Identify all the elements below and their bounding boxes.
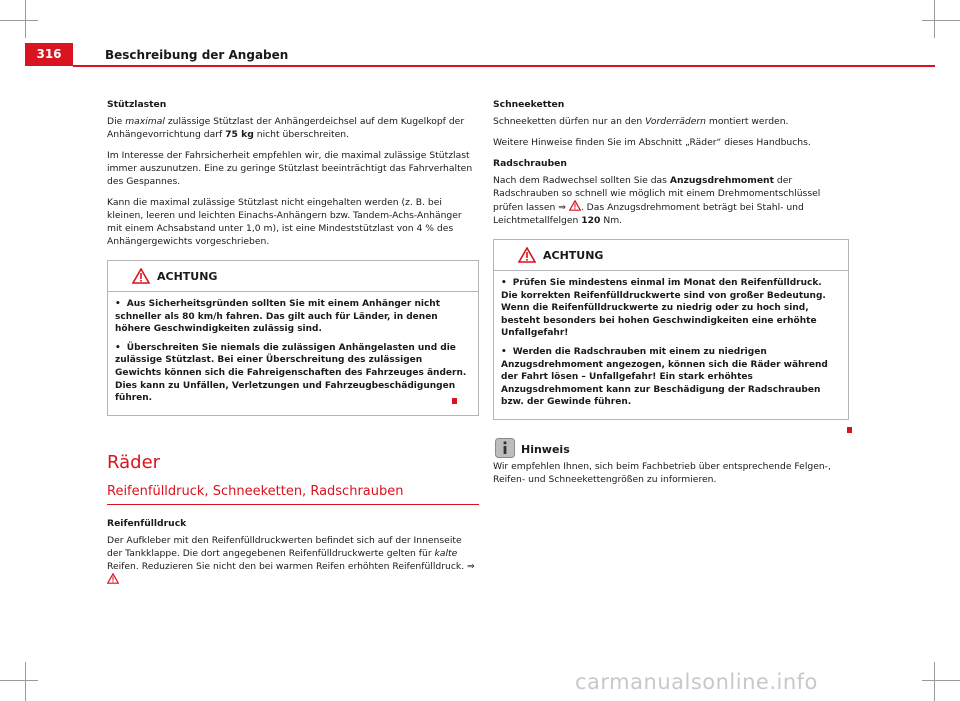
crop-mark bbox=[934, 0, 935, 38]
list-item: • Aus Sicherheitsgründen sollten Sie mit einem Anhänger nicht schneller als 80 km/h fahren. Das gilt auch für Länder, in denen höhere Geschwindigkeiten zulässig sind. bbox=[115, 299, 441, 335]
subsection-title: Reifenfülldruck, Schneeketten, Radschrauben bbox=[107, 485, 479, 505]
crop-mark bbox=[922, 20, 960, 21]
left-column bbox=[107, 98, 479, 595]
heading-schneeketten: Schneeketten bbox=[493, 99, 565, 110]
hint-text: Wir empfehlen Ihnen, sich beim Fachbetrieb über entsprechende Felgen-, Reifen- und Schneekettengrößen zu informieren. bbox=[493, 460, 831, 485]
crop-mark bbox=[25, 662, 26, 701]
list-item: • Werden die Radschrauben mit einem zu niedrigen Anzugsdrehmoment angezogen, können sich die Räder während der Fahrt lösen – Unfallgefahr! Ein stark erhöhtes Anzugsdrehmoment kann zur Beschädigung der Radschrauben bzw. der Gewinde führen. bbox=[501, 346, 828, 408]
section-title: Räder bbox=[107, 451, 161, 473]
watermark: carmanualsonline.info bbox=[575, 670, 818, 694]
crop-mark bbox=[0, 680, 38, 681]
warning-body bbox=[108, 292, 478, 415]
hint-header bbox=[493, 438, 849, 460]
list-item: • Überschreiten Sie niemals die zulässigen Anhängelasten und die zulässige Stützlast. Bei einer Überschreitung des zulässigen Gewichts können sich die Fahreigenschaften des Fahrzeuges ändern. Dies kann zu Unfällen, Verletzungen und Fahrzeugbeschädigungen führen. bbox=[115, 342, 467, 404]
paragraph: Der Aufkleber mit den Reifenfülldruckwerten befindet sich auf der Innenseite der Tankklappe. Die dort angegebenen Reifenfülldruckwerte gelten für kalte Reifen. Reduzieren Sie nicht den bei warmen Reifen erhöhten Reifenfülldruck. ⇒ bbox=[107, 534, 479, 587]
crop-mark bbox=[934, 662, 935, 701]
heading-radschrauben: Radschrauben bbox=[493, 158, 567, 169]
hint-title: Hinweis bbox=[521, 442, 570, 456]
page-number: 316 bbox=[25, 43, 73, 66]
warning-triangle-icon bbox=[107, 573, 119, 584]
heading-reifenfuelldruck: Reifenfülldruck bbox=[107, 517, 187, 529]
warning-title: ACHTUNG bbox=[157, 270, 218, 283]
section-end-mark bbox=[452, 398, 457, 404]
section-end-mark bbox=[847, 427, 852, 433]
paragraph: Schneeketten dürfen nur an den Vorderrädern montiert werden. bbox=[493, 116, 789, 127]
right-column bbox=[493, 98, 849, 494]
warning-box bbox=[107, 260, 479, 416]
crop-mark bbox=[25, 0, 26, 38]
hint-icon bbox=[495, 438, 515, 458]
paragraph: Kann die maximal zulässige Stützlast nicht eingehalten werden (z. B. bei kleinen, leeren und leichten Einachs-Anhängern bzw. Tandem-Achs-Anhänger mit einem Achsabstand unter 1,0 m), ist eine Mindeststützlast von 4 % des Anhängergewichts vorgeschrieben. bbox=[107, 197, 462, 247]
warning-title: ACHTUNG bbox=[543, 249, 604, 262]
warning-box bbox=[493, 239, 849, 420]
warning-triangle-icon bbox=[132, 268, 150, 284]
page-title: Beschreibung der Angaben bbox=[105, 48, 289, 62]
paragraph: Im Interesse der Fahrsicherheit empfehlen wir, die maximal zulässige Stützlast immer auszunutzen. Eine zu geringe Stützlast beeinträchtigt das Fahrverhalten des Gespannes. bbox=[107, 150, 473, 187]
warning-triangle-icon bbox=[518, 247, 536, 263]
warning-triangle-icon bbox=[569, 200, 581, 211]
crop-mark bbox=[922, 680, 960, 681]
warning-body bbox=[494, 271, 848, 419]
heading-stuetzlasten: Stützlasten bbox=[107, 99, 167, 110]
warning-header bbox=[494, 240, 848, 270]
paragraph: Die maximal zulässige Stützlast der Anhängerdeichsel auf dem Kugelkopf der Anhängevorrichtung darf 75 kg nicht überschreiten. bbox=[107, 116, 465, 140]
paragraph: Weitere Hinweise finden Sie im Abschnitt „Räder“ dieses Handbuchs. bbox=[493, 137, 811, 148]
list-item: • Prüfen Sie mindestens einmal im Monat den Reifenfülldruck. Die korrekten Reifenfülldruckwerte sind von großer Bedeutung. Wenn die Reifenfülldruckwerte zu niedrig oder zu hoch sind, besteht besonders bei hohen Geschwindigkeiten eine erhöhte Unfallgefahr! bbox=[501, 278, 826, 339]
warning-header bbox=[108, 261, 478, 291]
crop-mark bbox=[0, 20, 38, 21]
header-rule bbox=[73, 65, 935, 67]
paragraph: Nach dem Radwechsel sollten Sie das Anzugsdrehmoment der Radschrauben so schnell wie möglich mit einem Drehmomentschlüssel prüfen lassen ⇒ . Das Anzugsdrehmoment beträgt bei Stahl- und Leichtmetallfelgen 120 Nm. bbox=[493, 175, 821, 226]
